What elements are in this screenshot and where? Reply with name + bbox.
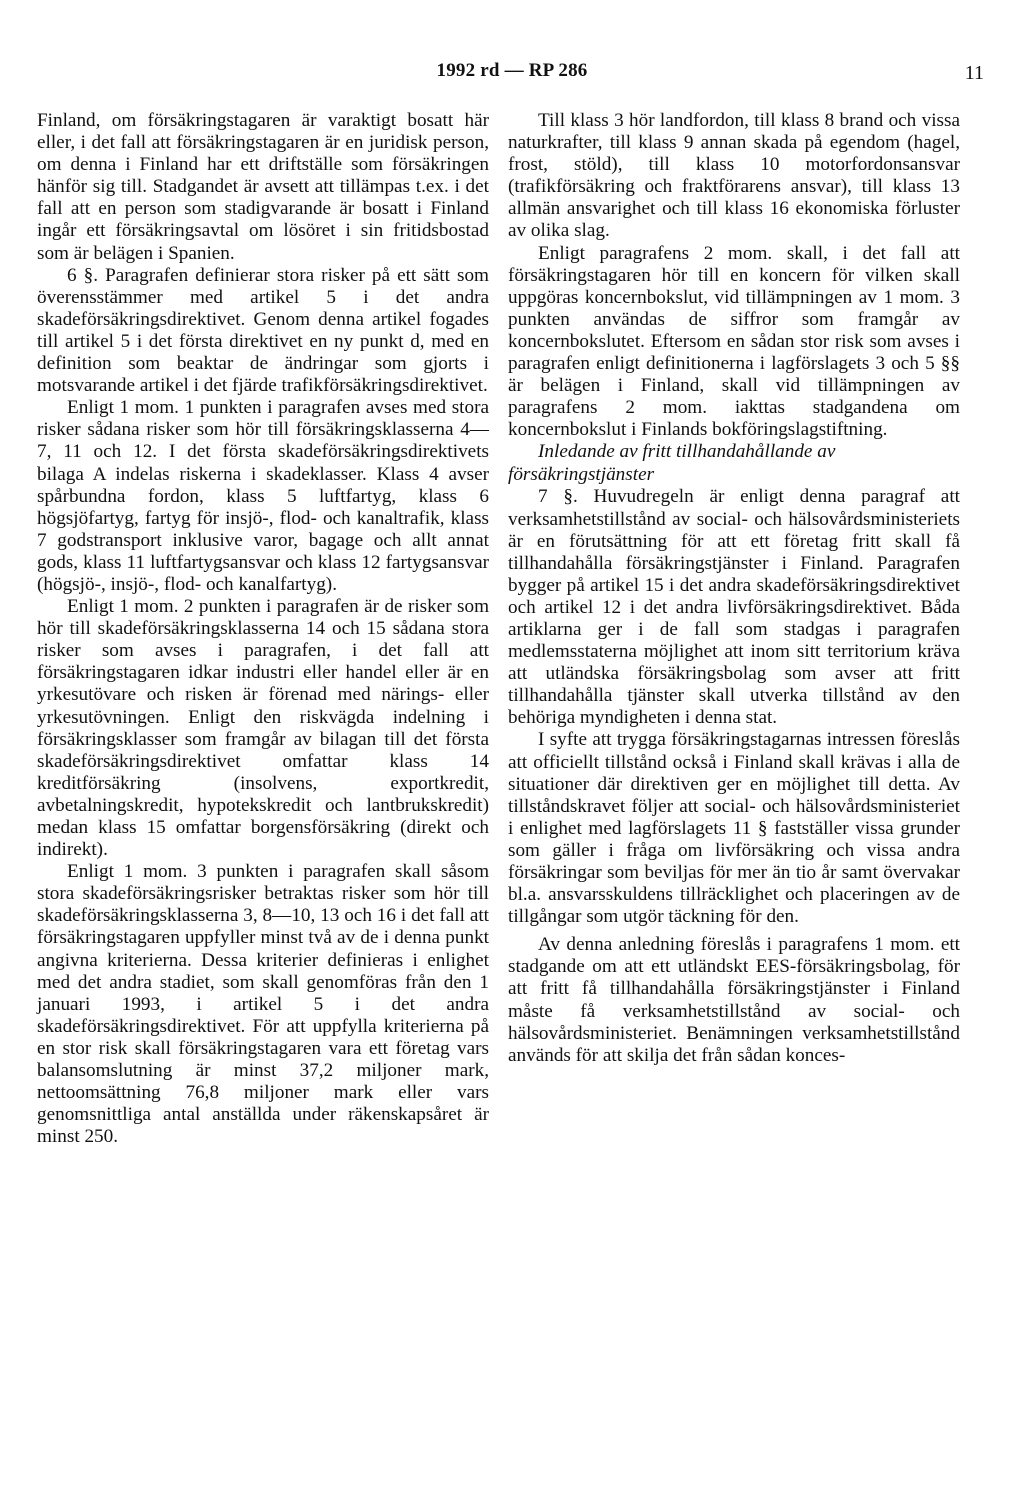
paragraph: Enligt 1 mom. 1 punkten i paragrafen avses med stora risker sådana risker som hör till försäkringsklasserna 4—7, 11 och 12. I det första skadeförsäkringsdirektivets bilaga A indelas riskerna i skadeklasser. Klass 4 avser spårbundna fordon, klass 5 luftfartyg, klass 6 högsjöfartyg, fartyg för insjö-, flod- och kanaltrafik, klass 7 godstransport inklusive varor, bagage och allt annat gods, klass 11 luftfartygsansvar och klass 12 fartygsansvar (högsjö-, insjö-, flod- och kanalfartyg). — [37, 397, 489, 595]
paragraph: I syfte att trygga försäkringstagarnas intressen föreslås att officiellt tillstånd också i Finland skall krävas i alla de situationer där direktiven ger en möjlighet till detta. Av tillståndskravet följer att social- och hälsovårdsministeriet i enlighet med lagförslagets 11 § fastställer vissa grunder som gäller i fråga om livförsäkring och vissa andra försäkringar som beviljas för mer än tio år samt övervakar bl.a. ansvarsskuldens tillräcklighet och placeringen av de tillgångar som utgör täckning för den. — [508, 729, 960, 928]
running-header-title: 1992 rd — RP 286 — [436, 60, 588, 81]
right-column — [508, 110, 960, 1067]
page-number: 11 — [964, 62, 984, 84]
left-column — [37, 110, 489, 1148]
paragraph: Finland, om försäkringstagaren är varaktigt bosatt här eller, i det fall att försäkringstagaren är en juridisk person, om denna i Finland har ett driftställe som försäkringen hänför sig till. Stadgandet är avsett att tillämpas t.ex. i det fall att en person som stadigvarande är bosatt i Finland ingår ett försäkringsavtal om lösöret i sin fritidsbostad som är belägen i Spanien. — [37, 110, 489, 264]
paragraph: Enligt 1 mom. 3 punkten i paragrafen skall såsom stora skadeförsäkringsrisker betraktas risker som hör till skadeförsäkringsklasserna 3, 8—10, 13 och 16 i det fall att försäkringstagaren uppfyller minst två av de i denna punkt angivna kriterierna. Dessa kriterier definieras i enlighet med det andra stadiet, som skall genomföras från den 1 januari 1993, i artikel 5 i det andra skadeförsäkringsdirektivet. För att uppfylla kriterierna på en stor risk skall försäkringstagaren vara ett företag vars balansomslutning är minst 37,2 miljoner mark, nettoomsättning 76,8 miljoner mark eller vars genomsnittliga antal anställda under räkenskapsåret är minst 250. — [37, 861, 489, 1148]
paragraph: 6 §. Paragrafen definierar stora risker på ett sätt som överensstämmer med artikel 5 i det andra skadeförsäkringsdirektivet. Genom denna artikel fogades till artikel 5 i det första direktivet en ny punkt d, med en definition som beaktar de ändringar som gjorts i motsvarande artikel i det fjärde trafikförsäkringsdirektivet. — [37, 264, 489, 397]
paragraph: 7 §. Huvudregeln är enligt denna paragraf att verksamhetstillstånd av social- och hälsovårdsministeriets är en förutsättning för att ett företag fritt skall få tillhandahålla försäkringstjänster i Finland. Paragrafen bygger på artikel 15 i det andra skadeförsäkringsdirektivet och artikel 12 i det andra livförsäkringsdirektivet. Båda artiklarna ger i de fall som stadgas i paragrafen medlemsstaterna möjlighet att inom sitt territorium kräva att utländska försäkringsbolag som avser att fritt tillhandahålla tjänster skall utverka tillstånd av den behöriga myndigheten i denna stat. — [508, 486, 960, 729]
paragraph: Enligt paragrafens 2 mom. skall, i det fall att försäkringstagaren hör till en koncern för vilken skall uppgöras koncernbokslut, vid tillämpningen av 1 mom. 3 punkten användas de siffror som framgår av koncernbokslutet. Eftersom en sådan stor risk som avses i paragrafen enligt definitionerna i lagförslagets 3 och 5 §§ är belägen i Finland, skall vid tillämpningen av paragrafens 2 mom. iakttas stadgandena om koncernbokslut i Finlands bokföringslagstiftning. — [508, 242, 960, 441]
paragraph: Av denna anledning föreslås i paragrafens 1 mom. ett stadgande om att ett utländskt EES-försäkringsbolag, för att fritt få tillhandahålla försäkringstjänster i Finland måste få verksamhetstillstånd av social- och hälsovårdsministeriet. Benämningen verksamhetstillstånd används för att skilja det från sådan konces- — [508, 934, 960, 1066]
paragraph: Till klass 3 hör landfordon, till klass 8 brand och vissa naturkrafter, till klass 9 annan skada på egendom (hagel, frost, stöld), till klass 10 motorfordonsansvar (trafikförsäkring och fraktförarens ansvar), till klass 13 allmän ansvarighet och till klass 16 ekonomiska förluster av olika slag. — [508, 110, 960, 242]
paragraph: Enligt 1 mom. 2 punkten i paragrafen är de risker som hör till skadeförsäkringsklasserna 14 och 15 sådana stora risker som avses i paragrafen, i det fall att försäkringstagaren idkar industri eller handel eller är en yrkesutövare och risken är förenad med närings- eller yrkesutövningen. Enligt den riskvägda indelning i försäkringsklasser som framgår av bilagan till det första skadeförsäkringsdirektivet omfattar klass 14 kreditförsäkring (insolvens, exportkredit, avbetalningskredit, hypotekskredit och lantbrukskredit) medan klass 15 omfattar borgensförsäkring (direkt och indirekt). — [37, 596, 489, 861]
section-heading: Inledande av fritt tillhandahållande av försäkringstjänster — [508, 441, 836, 485]
page-header — [0, 60, 1024, 94]
